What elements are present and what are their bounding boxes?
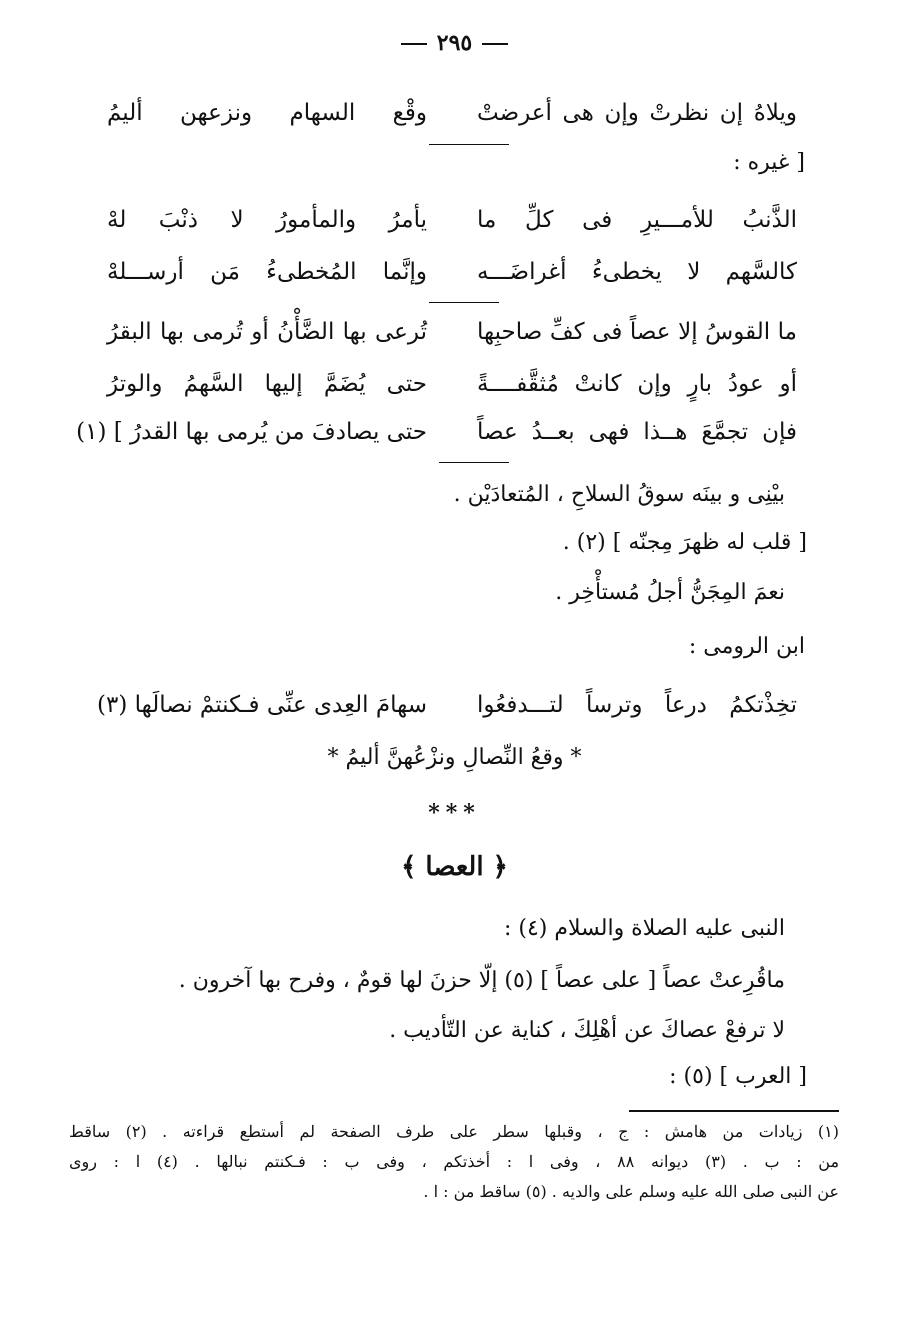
verse-line xyxy=(107,91,797,135)
verse-second-hemistich: حتى يُضَمَّ إليها السَّهمُ والوترُ xyxy=(107,371,427,397)
footnote-rule xyxy=(629,1110,839,1112)
prose-line: لا ترفعْ عصاكَ عن أهْلِكَ ، كناية عن التّأديب . xyxy=(389,1018,785,1043)
footnote-line: من : ب . (٣) ديوانه ٨٨ ، وفى ا : أخذتكم ، وفى ب : فـكنتم نبالها . (٤) ا : روى xyxy=(69,1152,840,1171)
verse-first-hemistich: ويلاهُ إن نظرتْ وإن هى أعرضتْ xyxy=(477,100,797,126)
text-rule xyxy=(429,302,499,303)
verse-second-hemistich: وإنَّما المُخطىءُ مَن أرســـلهْ xyxy=(107,259,427,285)
footnote-line: (١) زيادات من هامش : ج ، وقبلها سطر على طرف الصفحة لم أستطع قراءته . (٢) ساقط xyxy=(69,1122,840,1141)
page-number-dash-right xyxy=(482,43,508,45)
prose-line: نعمَ المِجَنُّ أجلُ مُستأْخِر . xyxy=(555,580,785,605)
page-number-text: ٢٩٥ xyxy=(436,30,473,56)
label-ibn-rumi: ابن الرومى : xyxy=(688,634,805,659)
verse-line xyxy=(107,310,797,354)
verse-line xyxy=(107,198,797,242)
verse-line xyxy=(107,362,797,406)
verse-line xyxy=(107,250,797,294)
verse-second-hemistich: يأمرُ والمأمورُ لا ذنْبَ لهْ xyxy=(107,207,427,233)
page-number-dash-left xyxy=(401,43,427,45)
prose-line: ماقُرِعتْ عصاً [ على عصاً ] (٥) إلّا حزنَ لها قومٌ ، وفرح بها آخرون . xyxy=(178,968,785,993)
label-other: [ غيره : xyxy=(733,150,805,175)
verse-first-hemistich: تخِذْتكمُ درعاً وترساً لتـــدفعُوا xyxy=(477,692,797,718)
verse-line xyxy=(97,683,797,727)
prose-line: [ العرب ] (٥) : xyxy=(669,1064,807,1089)
prose-line: النبى عليه الصلاة والسلام (٤) : xyxy=(503,916,785,941)
verse-second-hemistich: حتى يصادفَ من يُرمى بها القدرُ ] (١) xyxy=(76,419,427,445)
verse-first-hemistich: ما القوسُ إلا عصاً فى كفِّ صاحبِها xyxy=(477,319,797,345)
verse-line xyxy=(76,410,797,454)
verse-centered: * وقعُ النِّصالِ ونزْعُهنَّ أليمُ * xyxy=(327,745,582,770)
verse-first-hemistich: أو عودُ بارٍ وإن كانتْ مُثقَّفــــةً xyxy=(477,371,797,397)
verse-second-hemistich: وقْع السهام ونزعهن أليمُ xyxy=(107,100,427,126)
prose-line: [ قلب له ظهرَ مِجنّه ] (٢) . xyxy=(562,530,807,555)
verse-first-hemistich: كالسَّهم لا يخطىءُ أغراضَـــه xyxy=(477,259,797,285)
text-rule xyxy=(429,144,509,145)
page-number xyxy=(0,30,909,56)
footnote-line: عن النبى صلى الله عليه وسلم على والديه . (٥) ساقط من : ا . xyxy=(423,1182,839,1201)
section-separator: *** xyxy=(428,800,481,826)
verse-first-hemistich: فإن تجمَّعَ هــذا فهى بعــدُ عصاً xyxy=(477,419,797,445)
section-heading: ﴿ العصا ﴾ xyxy=(401,852,508,882)
verse-second-hemistich: سهامَ العِدى عنِّى فـكنتمْ نصالَها (٣) xyxy=(97,692,427,718)
verse-second-hemistich: تُرعى بها الضَّأْنُ أو تُرمى بها البقرُ xyxy=(107,319,427,345)
text-rule xyxy=(439,462,509,463)
verse-first-hemistich: الذَّنبُ للأمـــيرِ فى كلِّ ما xyxy=(477,207,797,233)
prose-line: بيْنِى و بينَه سوقُ السلاحِ ، المُتعادَيْن . xyxy=(453,482,785,507)
